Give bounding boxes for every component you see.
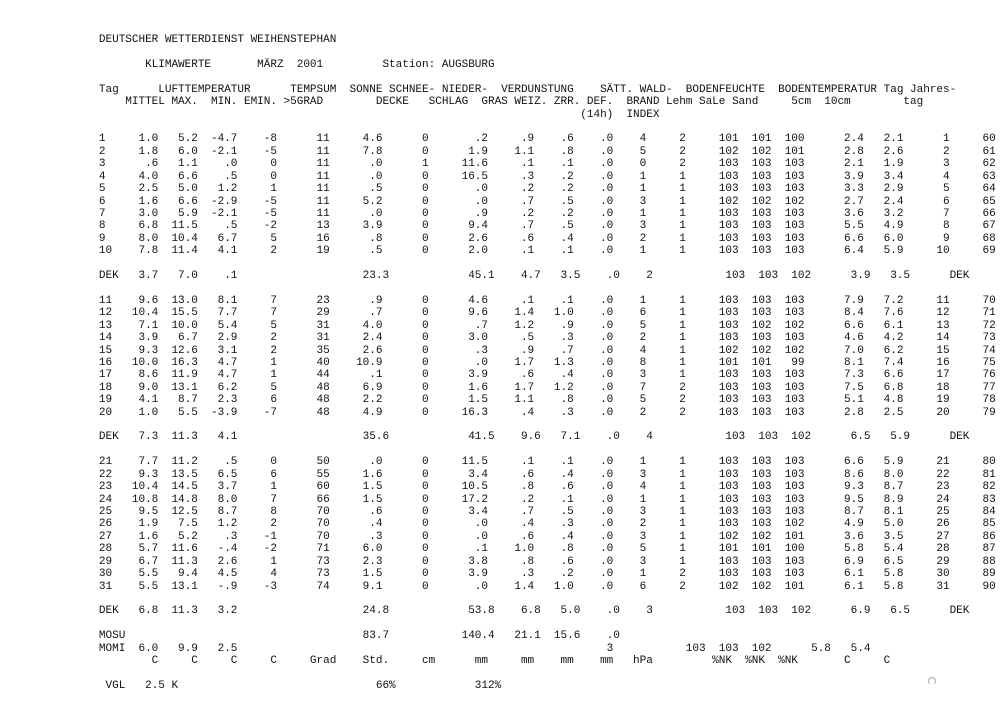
text-line: DEUTSCHER WETTERDIENST WEIHENSTEPHAN [0,34,337,46]
text-line: 26 1.9 7.5 1.2 2 70 .4 0 .0 .4 .3 .0 2 1 103 103 102 4.9 5.0 26 85 [0,518,996,531]
text-line: 2 1.8 6.0 -2.1 -5 11 7.8 0 1.9 1.1 .8 .0 5 2 102 102 101 2.8 2.6 2 61 [0,145,996,158]
text-line: 31 5.5 13.1 -.9 -3 74 9.1 0 .0 1.4 1.0 .0 6 2 102 102 101 6.1 5.8 31 90 [0,580,996,593]
text-line: MOSU 83.7 140.4 21.1 15.6 .0 [0,630,620,643]
text-line: MITTEL MAX. MIN. EMIN. >5GRAD DECKE SCHLAG GRAS WEIZ. ZRR. DEF. BRAND Lehm SaLe Sand 5cm 10cm tag [0,96,924,109]
text-line: 5 2.5 5.0 1.2 1 11 .5 0 .0 .2 .2 .0 1 1 103 103 103 3.3 2.9 5 64 [0,183,996,195]
text-line: 12 10.4 15.5 7.7 7 29 .7 0 9.6 1.4 1.0 .0 6 1 103 103 103 8.4 7.6 12 71 [0,307,996,320]
text-line: 23 10.4 14.5 3.7 1 60 1.5 0 10.5 .8 .6 .0 4 1 103 103 103 9.3 8.7 23 82 [0,481,996,494]
text-line: 21 7.7 11.2 .5 0 50 .0 0 11.5 .1 .1 .0 1 1 103 103 103 6.6 5.9 21 80 [0,456,996,469]
corner-mark [928,677,936,685]
text-line: 14 3.9 6.7 2.9 2 31 2.4 0 3.0 .5 .3 .0 2 1 103 103 103 4.6 4.2 14 73 [0,332,996,345]
text-line: 6 1.6 6.6 -2.9 -5 11 5.2 0 .0 .7 .5 .0 3 1 102 102 102 2.7 2.4 6 65 [0,195,996,208]
text-line: 19 4.1 8.7 2.3 6 48 2.2 0 1.5 1.1 .8 .0 5 2 103 103 103 5.1 4.8 19 78 [0,394,996,407]
text-line: MOMI 6.0 9.9 2.5 3 103 103 102 5.8 5.4 [0,642,871,655]
text-line: 22 9.3 13.5 6.5 6 55 1.6 0 3.4 .6 .4 .0 3 1 103 103 103 8.6 8.0 22 81 [0,468,996,481]
text-line: 29 6.7 11.3 2.6 1 73 2.3 0 3.8 .8 .6 .0 3 1 103 103 103 6.9 6.5 29 88 [0,555,996,568]
text-line: 15 9.3 12.6 3.1 2 35 2.6 0 .3 .9 .7 .0 4 1 102 102 102 7.0 6.2 15 74 [0,344,996,357]
text-line: Tag LUFTTEMPERATUR TEMPSUM SONNE SCHNEE- NIEDER- VERDUNSTUNG SÄTT. WALD- BODENFEUCHTE BODENTEMPERATUR Tag Jahres- [0,83,957,96]
text-line: 1 1.0 5.2 -4.7 -8 11 4.6 0 .2 .9 .6 .0 4 2 101 101 100 2.4 2.1 1 60 [0,133,996,146]
text-line: 8 6.8 11.5 .5 -2 13 3.9 0 9.4 .7 .5 .0 3 1 103 103 103 5.5 4.9 8 67 [0,220,996,233]
text-line: 24 10.8 14.8 8.0 7 66 1.5 0 17.2 .2 .1 .0 1 1 103 103 103 9.5 8.9 24 83 [0,493,996,506]
text-line: VGL 2.5 K 66% 312% [0,679,502,692]
text-line: KLIMAWERTE MÄRZ 2001 Station: AUGSBURG [0,58,495,71]
text-line: 13 7.1 10.0 5.4 5 31 4.0 0 .7 1.2 .9 .0 5 1 103 102 102 6.6 6.1 13 72 [0,319,996,332]
text-line: 17 8.6 11.9 4.7 1 44 .1 0 3.9 .6 .4 .0 3 1 103 103 103 7.3 6.6 17 76 [0,369,996,382]
text-line: 27 1.6 5.2 .3 -1 70 .3 0 .0 .6 .4 .0 3 1 102 102 101 3.6 3.5 27 86 [0,530,996,543]
text-line: 7 3.0 5.9 -2.1 -5 11 .0 0 .9 .2 .2 .0 1 1 103 103 103 3.6 3.2 7 66 [0,207,996,220]
text-line: 30 5.5 9.4 4.5 4 73 1.5 0 3.9 .3 .2 .0 1 2 103 103 103 6.1 5.8 30 89 [0,568,996,581]
text-line: 4 4.0 6.6 .5 0 11 .0 0 16.5 .3 .2 .0 1 1 103 103 103 3.9 3.4 4 63 [0,170,996,183]
text-line: C C C C Grad Std. cm mm mm mm mm hPa %NK %NK %NK C C [0,655,891,667]
text-line: 3 .6 1.1 .0 0 11 .0 1 11.6 .1 .1 .0 0 2 103 103 103 2.1 1.9 3 62 [0,158,996,171]
text-line: 20 1.0 5.5 -3.9 -7 48 4.9 0 16.3 .4 .3 .0 2 2 103 103 103 2.8 2.5 20 79 [0,406,996,419]
text-line: DEK 6.8 11.3 3.2 24.8 53.8 6.8 5.0 .0 3 103 103 102 6.9 6.5 DEK [0,605,970,618]
text-line: DEK 3.7 7.0 .1 23.3 45.1 4.7 3.5 .0 2 103 103 102 3.9 3.5 DEK [0,270,970,282]
text-line: 11 9.6 13.0 8.1 7 23 .9 0 4.6 .1 .1 .0 1 1 103 103 103 7.9 7.2 11 70 [0,294,996,307]
text-line: 9 8.0 10.4 6.7 5 16 .8 0 2.6 .6 .4 .0 2 1 103 103 103 6.6 6.0 9 68 [0,232,996,245]
text-line: 25 9.5 12.5 8.7 8 70 .6 0 3.4 .7 .5 .0 3 1 103 103 103 8.7 8.1 25 84 [0,506,996,518]
text-line: 16 10.0 16.3 4.7 1 40 10.9 0 .0 1.7 1.3 .0 8 1 101 101 99 8.1 7.4 16 75 [0,356,996,369]
text-line: 18 9.0 13.1 6.2 5 48 6.9 0 1.6 1.7 1.2 .0 7 2 103 103 103 7.5 6.8 18 77 [0,381,996,394]
text-line: 28 5.7 11.6 -.4 -2 71 6.0 0 .1 1.0 .8 .0 5 1 101 101 100 5.8 5.4 28 87 [0,543,996,556]
text-line: 10 7.8 11.4 4.1 2 19 .5 0 2.0 .1 .1 .0 1 1 103 103 103 6.4 5.9 10 69 [0,245,996,258]
text-line: (14h) INDEX [0,108,660,121]
text-line: DEK 7.3 11.3 4.1 35.6 41.5 9.6 7.1 .0 4 103 103 102 6.5 5.9 DEK [0,431,970,444]
